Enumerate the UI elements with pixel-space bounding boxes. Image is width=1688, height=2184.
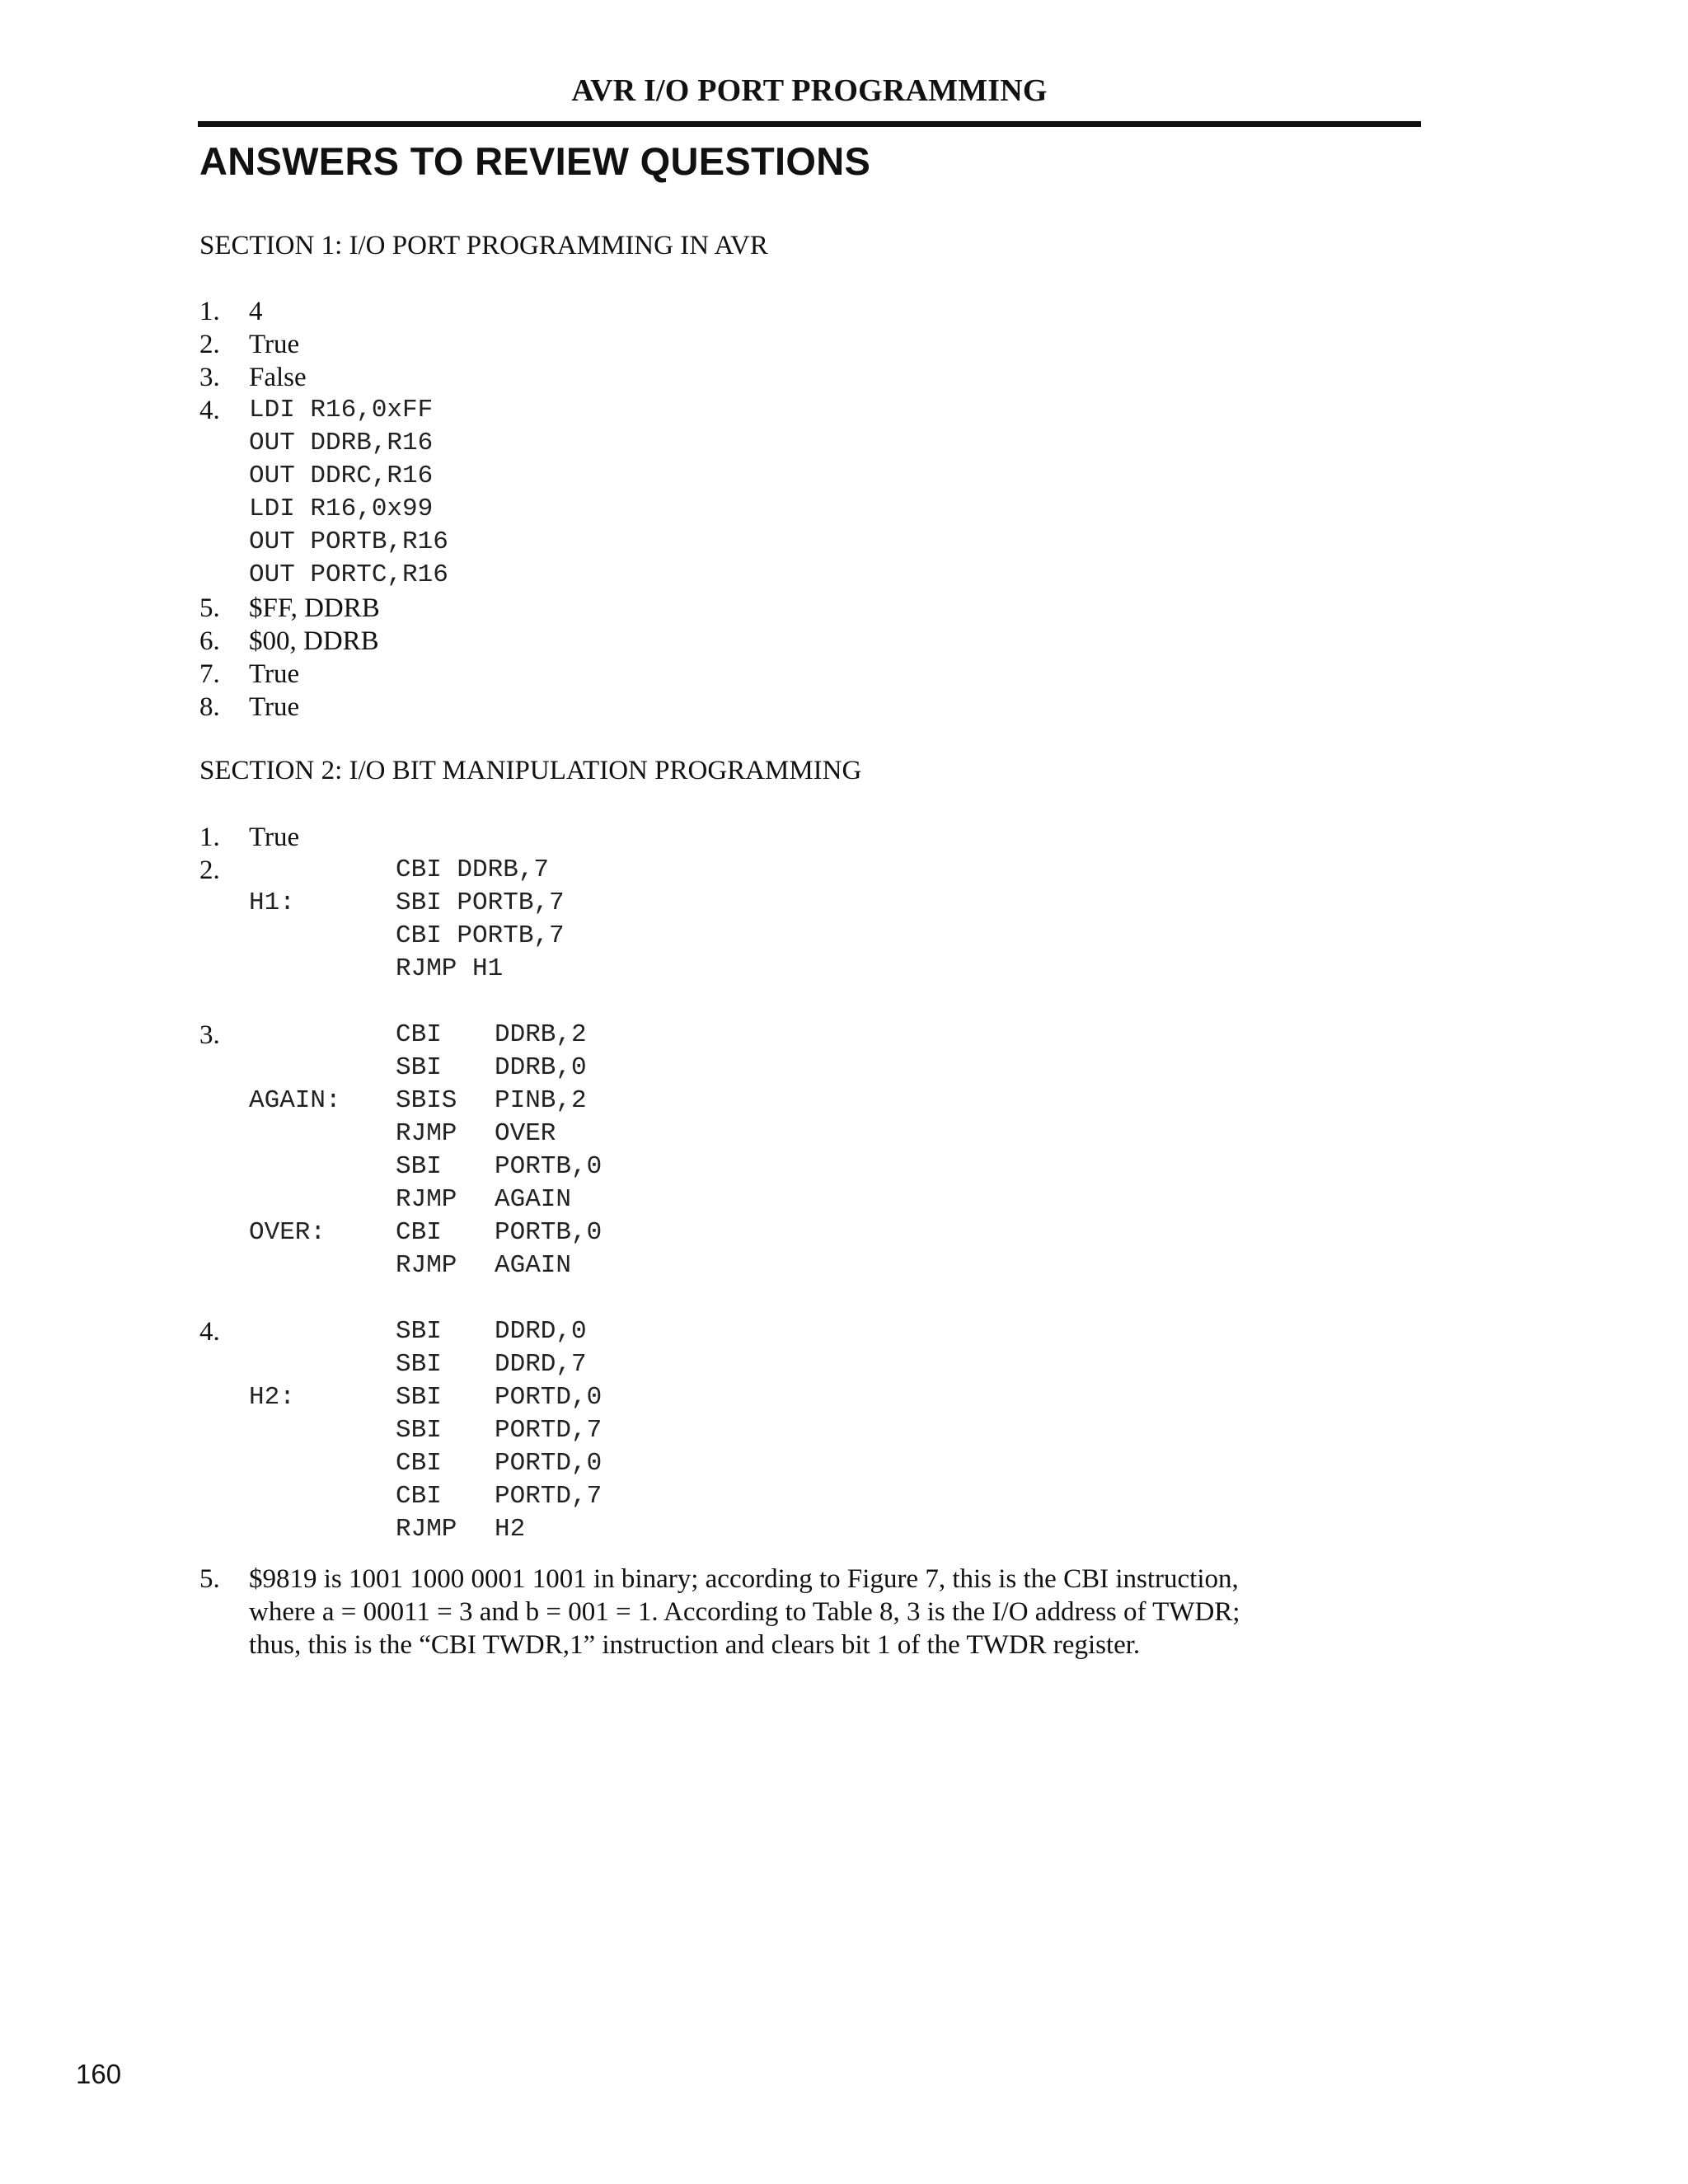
code-row (199, 526, 1271, 559)
code-row (199, 1052, 1271, 1085)
answer-number: 3. (199, 363, 220, 392)
paragraph-line: where a = 00011 = 3 and b = 001 = 1. According to Table 8, 3 is the I/O address of TWDR; (249, 1597, 1240, 1627)
answer-item (199, 658, 1271, 691)
code-arg: AGAIN (495, 1185, 572, 1214)
code-label: OVER: (249, 1218, 326, 1247)
code-arg: PORTD,7 (495, 1416, 603, 1445)
answer-number: 2. (199, 855, 220, 885)
code-row (199, 887, 1271, 920)
code-line: LDI R16,0xFF (249, 396, 434, 424)
code-line: CBI DDRB,7 (396, 855, 550, 884)
code-row (199, 1480, 1271, 1513)
answer-number: 5. (199, 593, 220, 623)
code-op: SBI (396, 1416, 442, 1445)
code-op: RJMP (396, 1515, 457, 1544)
code-op: SBI (396, 1383, 442, 1412)
answer-number: 1. (199, 823, 220, 852)
code-line: SBI PORTB,7 (396, 888, 565, 917)
answer-number: 6. (199, 626, 220, 656)
code-line: CBI PORTB,7 (396, 921, 565, 950)
code-op: CBI (396, 1449, 442, 1478)
answer-item (199, 295, 1271, 328)
code-op: SBI (396, 1350, 442, 1379)
answer-text: 4 (249, 297, 263, 326)
answer-number: 4. (199, 1317, 220, 1347)
code-op: SBI (396, 1152, 442, 1181)
answer-text: True (249, 823, 300, 852)
code-row (199, 427, 1271, 460)
code-arg: H2 (495, 1515, 526, 1544)
answer-number: 5. (199, 1564, 220, 1594)
code-op: RJMP (396, 1185, 457, 1214)
code-arg: AGAIN (495, 1251, 572, 1280)
code-row (199, 1348, 1271, 1381)
section-2-answers (199, 821, 1271, 1546)
code-line: OUT DDRB,R16 (249, 429, 434, 457)
code-op: SBI (396, 1317, 442, 1346)
code-row (199, 1447, 1271, 1480)
paragraph-line: $9819 is 1001 1000 0001 1001 in binary; according to Figure 7, this is the CBI instruction, (249, 1564, 1239, 1594)
answer-number: 3. (199, 1020, 220, 1050)
code-row (199, 1381, 1271, 1414)
code-arg: DDRB,2 (495, 1020, 587, 1049)
code-arg: DDRB,0 (495, 1053, 587, 1082)
code-line: LDI R16,0x99 (249, 494, 434, 523)
header-rule (198, 121, 1421, 127)
answer-number: 4. (199, 396, 220, 425)
answer-item (199, 394, 1271, 427)
answer-text: True (249, 659, 300, 689)
answer-item (199, 821, 1271, 854)
code-row (199, 1249, 1271, 1282)
answer-item (199, 854, 1271, 887)
code-row (199, 1118, 1271, 1151)
code-op: RJMP (396, 1119, 457, 1148)
answer-text: $FF, DDRB (249, 593, 380, 623)
page-number: 160 (76, 2059, 122, 2089)
answer-item (199, 592, 1271, 625)
code-row (199, 920, 1271, 953)
code-arg: PORTD,7 (495, 1482, 603, 1511)
code-label: H2: (249, 1383, 295, 1412)
code-arg: PORTB,0 (495, 1152, 603, 1181)
code-row (199, 460, 1271, 493)
code-op: SBI (396, 1053, 442, 1082)
code-op: SBIS (396, 1086, 457, 1115)
answer-number: 2. (199, 330, 220, 359)
answer-text: True (249, 692, 300, 722)
code-row (199, 1151, 1271, 1183)
section-1-heading: SECTION 1: I/O PORT PROGRAMMING IN AVR (199, 231, 768, 260)
code-op: CBI (396, 1020, 442, 1049)
code-arg: DDRD,0 (495, 1317, 587, 1346)
section-2-heading: SECTION 2: I/O BIT MANIPULATION PROGRAMMING (199, 756, 862, 785)
code-row (199, 953, 1271, 986)
code-row (199, 1513, 1271, 1546)
code-row (199, 1216, 1271, 1249)
code-arg: PORTB,0 (495, 1218, 603, 1247)
answer-item (199, 1315, 1271, 1348)
answer-item (199, 625, 1271, 658)
running-head: AVR I/O PORT PROGRAMMING (571, 73, 1048, 108)
answer-text: False (249, 363, 307, 392)
answer-item (199, 691, 1271, 724)
answer-number: 8. (199, 692, 220, 722)
code-row (199, 559, 1271, 592)
code-op: RJMP (396, 1251, 457, 1280)
answer-5-paragraph (249, 1563, 1271, 1661)
code-label: AGAIN: (249, 1086, 341, 1115)
answer-number: 1. (199, 297, 220, 326)
answer-item (199, 328, 1271, 361)
code-row (199, 493, 1271, 526)
code-line: OUT DDRC,R16 (249, 462, 434, 490)
answer-item (199, 361, 1271, 394)
code-label: H1: (249, 888, 295, 917)
answer-text: True (249, 330, 300, 359)
section-1-answers (199, 295, 1271, 724)
code-arg: OVER (495, 1119, 556, 1148)
code-arg: PORTD,0 (495, 1383, 603, 1412)
paragraph-line: thus, this is the “CBI TWDR,1” instruction and clears bit 1 of the TWDR register. (249, 1630, 1141, 1660)
code-line: OUT PORTB,R16 (249, 527, 448, 556)
page-title: ANSWERS TO REVIEW QUESTIONS (199, 139, 871, 183)
answer-number: 7. (199, 659, 220, 689)
answer-item (199, 1019, 1271, 1052)
answer-text: $00, DDRB (249, 626, 379, 656)
code-row (199, 1414, 1271, 1447)
code-arg: PORTD,0 (495, 1449, 603, 1478)
code-line: RJMP H1 (396, 954, 504, 983)
code-arg: PINB,2 (495, 1086, 587, 1115)
code-op: CBI (396, 1482, 442, 1511)
code-arg: DDRD,7 (495, 1350, 587, 1379)
code-op: CBI (396, 1218, 442, 1247)
code-row (199, 1085, 1271, 1118)
code-line: OUT PORTC,R16 (249, 560, 448, 589)
code-row (199, 1183, 1271, 1216)
